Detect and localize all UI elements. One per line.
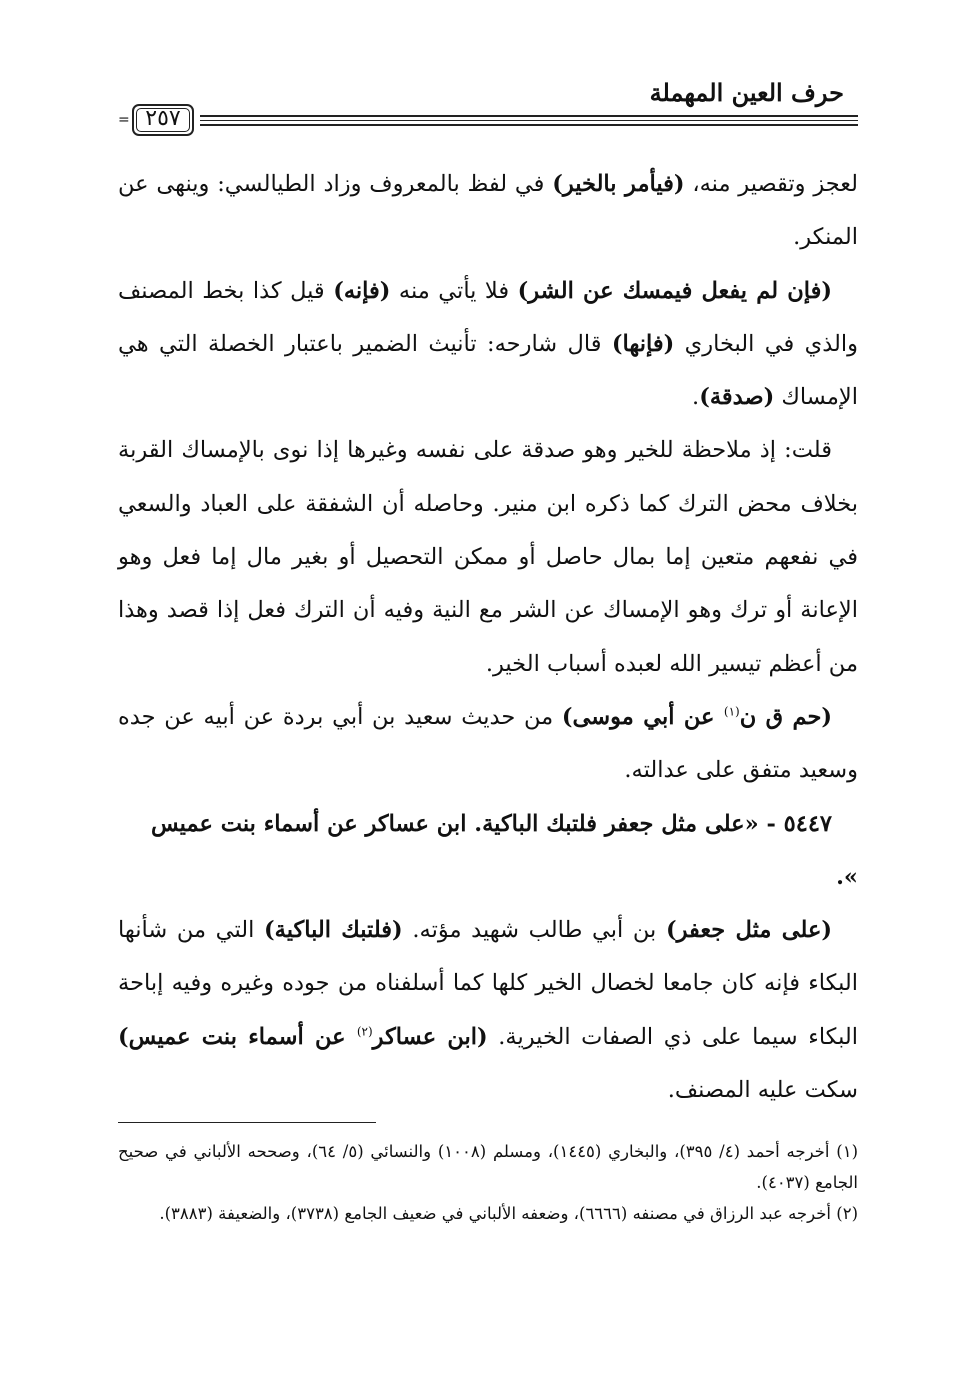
- footnote-ref: (١): [723, 704, 740, 719]
- hadith-number: ٥٤٤٧: [783, 810, 832, 837]
- header-rule: [118, 106, 858, 131]
- main-text: [118, 158, 858, 1117]
- hadith-end: ».: [836, 863, 858, 890]
- footnotes: [118, 1136, 858, 1229]
- paragraph: (فإن لم يفعل فيمسك عن الشر) فلا يأتي منه (فإنه) قيل كذا بخط المصنف والذي في البخاري (فإنها) قال شارحه: تأنيث الضمير باعتبار الخصلة التي هي الإمساك (صدقة).: [118, 277, 858, 411]
- page-number: ٢٥٧: [132, 104, 194, 136]
- running-head: حرف العين المهملة: [649, 78, 844, 107]
- paragraph: (حم ق ن$^{(١)}$ عن أبي موسى) من حديث سعيد بن أبي بردة عن أبيه عن جده وسعيد متفق على عدالته.: [118, 703, 858, 784]
- hadith-entry: ٥٤٤٧ - «على مثل جعفر فلتبك الباكية. ابن عساكر عن أسماء بنت عميس: [151, 810, 832, 837]
- footnote: (١) أخرجه أحمد (٤/ ٣٩٥)، والبخاري (١٤٤٥)، ومسلم (١٠٠٨) والنسائي (٥/ ٦٤)، وصححه الألباني في صحيح الجامع (٤٠٣٧).: [118, 1142, 858, 1192]
- hadith-text: «على مثل جعفر فلتبك الباكية. ابن عساكر عن أسماء بنت عميس: [151, 810, 759, 837]
- paragraph: لعجز وتقصير منه، (فيأمر بالخير) في لفظ بالمعروف وزاد الطيالسي: وينهى عن المنكر.: [118, 171, 858, 251]
- footnote: (٢) أخرجه عبد الرزاق في مصنفه (٦٦٦٦)، وضعفه الألباني في ضعيف الجامع (٣٧٣٨)، والضعيفة (٣٨٨٣).: [159, 1204, 858, 1223]
- footnote-ref: (٢): [356, 1024, 373, 1039]
- paragraph: (على مثل جعفر) بن أبي طالب شهيد مؤته. (فلتبك الباكية) التي من شأنها البكاء فإنه كان جامعا لخصال الخير كلها كما أسلفناه من جوده وغيره وفيه إباحة البكاء سيما على ذي الصفات الخيرية. (ابن عساكر$^{(٢)}$ عن أسماء بنت عميس) سكت عليه المصنف.: [118, 917, 858, 1104]
- ornament: =: [118, 112, 130, 128]
- footnote-separator: [118, 1122, 376, 1123]
- paragraph: قلت: إذ ملاحظة للخير وهو صدقة على نفسه وغيرها إذا نوى بالإمساك القربة بخلاف محض الترك كما ذكره ابن منير. وحاصله أن الشفقة على العباد والسعي في نفعهم متعين إما بمال حاصل أو ممكن التحصيل أو بغير مال إما فعل وهو الإعانة أو ترك وهو الإمساك عن الشر مع النية وفيه أن الترك فعل إذا قصد وهذا من أعظم تيسير الله لعبده أسباب الخير.: [118, 437, 858, 677]
